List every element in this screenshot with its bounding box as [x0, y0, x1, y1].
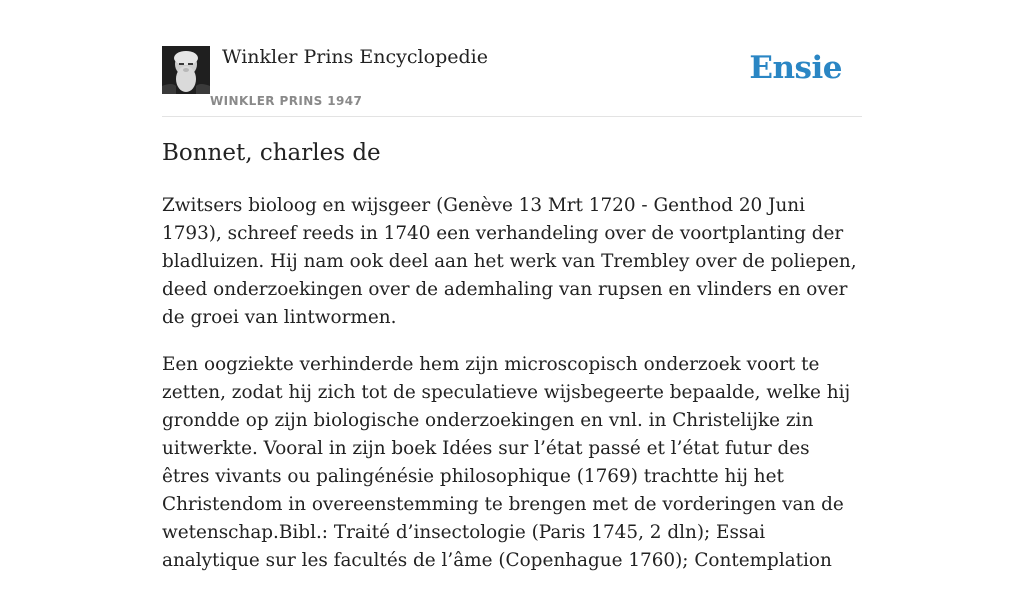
portrait-icon	[162, 46, 210, 94]
source-edition[interactable]: WINKLER PRINS 1947	[210, 94, 363, 108]
avatar[interactable]	[162, 46, 210, 94]
article-header	[162, 46, 862, 117]
brand-logo[interactable]: Ensie	[749, 50, 842, 86]
article-title: Bonnet, charles de	[162, 140, 381, 166]
paragraph: Een oogziekte verhinderde hem zijn microscopisch onderzoek voort te zetten, zodat hij zich tot de speculatieve wijsbegeerte bepaalde, welke hij grondde op zijn biologische onderzoekingen en vnl. in Christelijke zin uitwerkte. Vooral in zijn boek Idées sur l’état passé et l’état futur des êtres vivants ou palingénésie philosophique (1769) trachtte hij het Christendom in overeenstemming te brengen met de vorderingen van de wetenschap.Bibl.: Traité d’insectologie (Paris 1745, 2 dln); Essai analytique sur les facultés de l’âme (Copenhague 1760); Contemplation	[162, 354, 851, 571]
article-body	[162, 192, 862, 594]
paragraph: Zwitsers bioloog en wijsgeer (Genève 13 Mrt 1720 - Genthod 20 Juni 1793), schreef reeds in 1740 een verhandeling over de voortplanting der bladluizen. Hij nam ook deel aan het werk van Trembley over de poliepen, deed onderzoekingen over de ademhaling van rupsen en vlinders en over de groei van lintwormen.	[162, 195, 857, 328]
source-name[interactable]: Winkler Prins Encyclopedie	[222, 46, 488, 68]
